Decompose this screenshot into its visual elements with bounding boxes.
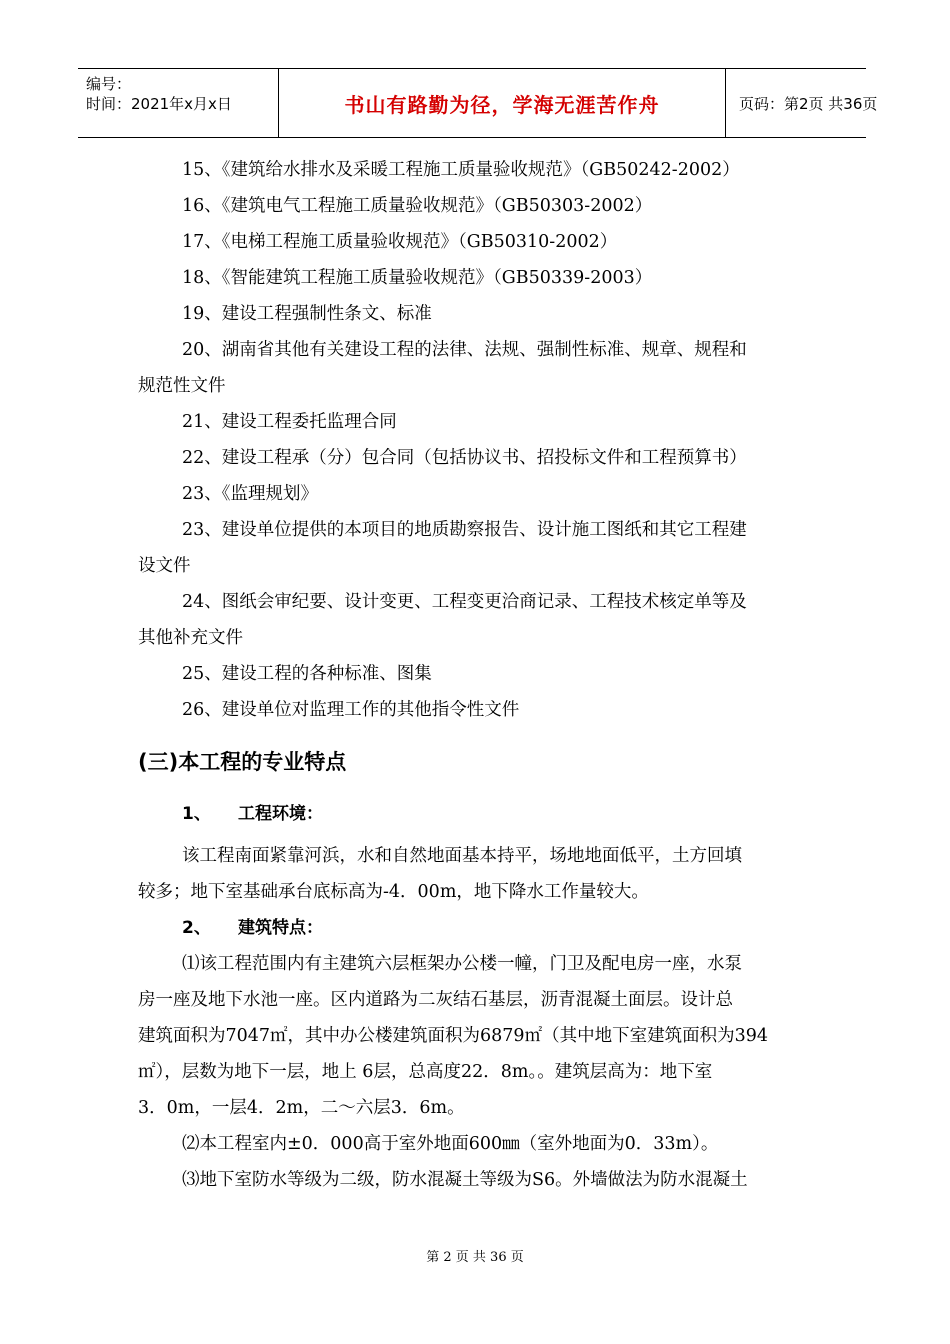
paragraph-line: ㎡），层数为地下一层，地上 6层，总高度22．8m。。建筑层高为：地下室: [138, 1062, 713, 1082]
paragraph-line: ⑶地下室防水等级为二级，防水混凝土等级为S6。外墙做法为防水混凝土: [182, 1170, 748, 1190]
list-item: 26、建设单位对监理工作的其他指令性文件: [182, 700, 520, 720]
document-body: [138, 152, 808, 1198]
list-item: 21、建设工程委托监理合同: [182, 412, 397, 432]
list-item-continuation: 规范性文件: [138, 376, 226, 396]
header-page-number: 页码：第2页 共36页: [739, 95, 878, 113]
header-motto: 书山有路勤为径，学海无涯苦作舟: [344, 93, 660, 117]
subsection-heading-architecture: [138, 910, 808, 946]
list-item-line: 20、湖南省其他有关建设工程的法律、法规、强制性标准、规章、规程和: [182, 340, 747, 360]
paragraph-line: 3．0m，一层4．2m，二～六层3．6m。: [138, 1098, 465, 1118]
page-header: [78, 68, 878, 138]
list-item: 17、《电梯工程施工质量验收规范》（GB50310-2002）: [182, 232, 618, 252]
subsection-title: 建筑特点：: [238, 918, 323, 938]
paragraph-line: ⑵本工程室内±0．000高于室外地面600㎜（室外地面为0．33m）。: [182, 1134, 719, 1154]
list-item: 15、《建筑给水排水及采暖工程施工质量验收规范》（GB50242-2002）: [182, 160, 740, 180]
header-meta-cell: [78, 69, 278, 137]
list-item: 18、《智能建筑工程施工质量验收规范》（GB50339-2003）: [182, 268, 653, 288]
subsection-number: 1、: [182, 804, 211, 824]
paragraph-line: ⑴该工程范围内有主建筑六层框架办公楼一幢，门卫及配电房一座，水泵: [182, 954, 742, 974]
document-time-label: 时间：2021年x月x日: [86, 95, 232, 113]
list-item-line: 23、建设单位提供的本项目的地质勘察报告、设计施工图纸和其它工程建: [182, 520, 747, 540]
header-page-cell: [725, 69, 878, 137]
list-item: 25、建设工程的各种标准、图集: [182, 664, 432, 684]
section-heading: (三)本工程的专业特点: [138, 750, 347, 774]
list-item-continuation: 设文件: [138, 556, 191, 576]
list-item: 16、《建筑电气工程施工质量验收规范》（GB50303-2002）: [182, 196, 653, 216]
list-item-continuation: 其他补充文件: [138, 628, 243, 648]
page-footer: 第 2 页 共 36 页: [426, 1250, 524, 1265]
paragraph-line: 该工程南面紧靠河浜，水和自然地面基本持平，场地地面低平，土方回填: [182, 846, 742, 866]
header-motto-cell: [278, 69, 726, 137]
document-number-label: 编号：: [86, 75, 132, 93]
subsection-heading-environment: [138, 796, 808, 832]
subsection-number: 2、: [182, 918, 211, 938]
paragraph-line: 较多；地下室基础承台底标高为-4．00m，地下降水工作量较大。: [138, 882, 649, 902]
paragraph-line: 建筑面积为7047㎡，其中办公楼建筑面积为6879㎡（其中地下室建筑面积为394: [138, 1026, 768, 1046]
list-item: 22、建设工程承（分）包合同（包括协议书、招投标文件和工程预算书）: [182, 448, 747, 468]
list-item-line: 24、图纸会审纪要、设计变更、工程变更洽商记录、工程技术核定单等及: [182, 592, 747, 612]
subsection-title: 工程环境：: [238, 804, 323, 824]
list-item: 19、建设工程强制性条文、标准: [182, 304, 432, 324]
list-item: 23、《监理规划》: [182, 484, 319, 504]
paragraph-line: 房一座及地下水池一座。区内道路为二灰结石基层，沥青混凝土面层。设计总: [138, 990, 733, 1010]
